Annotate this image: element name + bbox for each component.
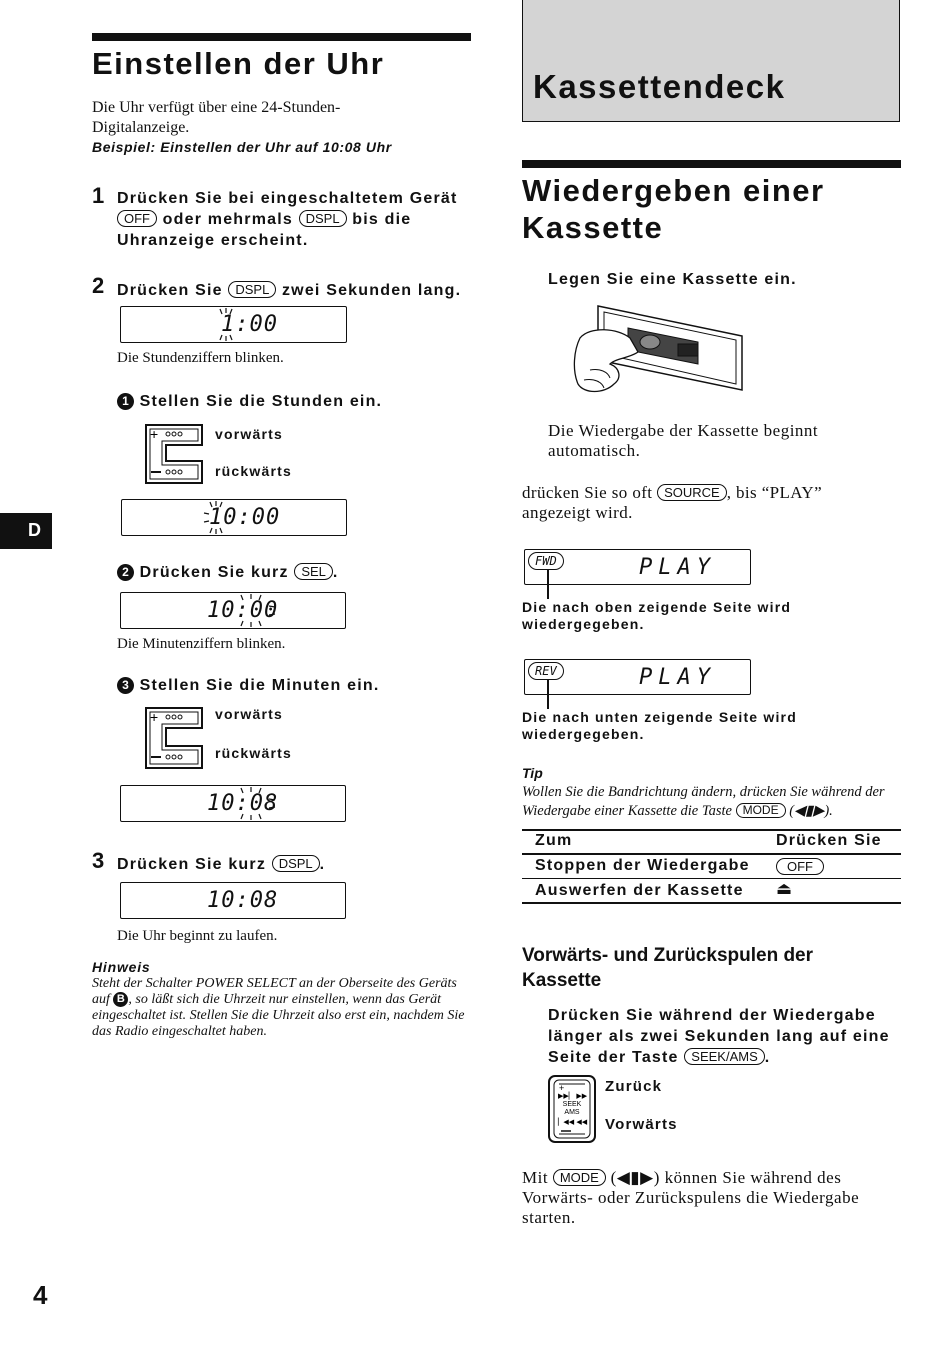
step-text-part: Drücken Sie kurz [117, 856, 267, 873]
lcd-text: PLAY [639, 665, 716, 690]
step-text-part: zwei Sekunden lang. [281, 282, 462, 299]
lcd-display [524, 549, 751, 585]
tip-text-part: (◀▮▶). [789, 803, 833, 819]
seek-label: SEEK [562, 1101, 582, 1108]
table-rule [522, 878, 901, 879]
step-number: 1 [92, 183, 105, 208]
section-header: Kassettendeck [533, 68, 786, 105]
source-instruction [522, 483, 892, 523]
substep-number: 3 [117, 677, 134, 694]
table-row-action: Auswerfen der Kassette [535, 882, 744, 899]
forward-label: vorwärts [215, 426, 283, 442]
step-text-part: oder mehrmals [162, 211, 293, 228]
section-header-box [522, 0, 900, 122]
source-text: , bis “PLAY” angezeigt wird. [522, 483, 823, 522]
fwd-indicator: FWD [528, 552, 564, 570]
table-rule [522, 902, 901, 904]
table-head-key: Drücken Sie [776, 832, 882, 849]
position-b-badge: B [113, 992, 128, 1007]
substep-text [117, 677, 380, 695]
lcd-text: 10:00 [209, 505, 281, 530]
backward-label: rückwärts [215, 463, 292, 479]
substep-label: Drücken Sie kurz [139, 564, 289, 581]
callout-line [547, 569, 549, 599]
side-tab-label: D [28, 520, 41, 540]
off-button[interactable]: OFF [776, 858, 824, 875]
step-text-part: Uhranzeige erscheint. [117, 232, 309, 249]
rocker-switch-icon[interactable] [142, 421, 206, 487]
table-row-key [776, 858, 824, 877]
step-text [117, 855, 325, 874]
lcd-display [524, 659, 751, 695]
note-text [92, 976, 477, 1040]
seek-ams-rocker-icon[interactable] [547, 1074, 597, 1144]
substep-text [117, 393, 382, 411]
lcd-display [120, 306, 347, 343]
tip-text-part: Wollen Sie die Bandrichtung ändern, drücken Sie während der Wiedergabe einer Kassette die Taste [522, 784, 885, 819]
section-title: Wiedergeben einer Kassette [522, 173, 825, 245]
lcd-display [120, 785, 346, 822]
mode-instruction [522, 1168, 897, 1228]
table-row-action: Stoppen der Wiedergabe [535, 857, 750, 874]
forward-label: Vorwärts [605, 1116, 678, 1133]
title-rule [522, 160, 901, 168]
note-text-part: , so läßt sich die Uhrzeit nur einstellen, wenn das Gerät eingeschaltet ist. Stellen Sie die Uhrzeit also erst ein, nachdem Sie das Radio eingeschaltet haben. [92, 992, 465, 1039]
substep-text [117, 563, 339, 582]
lcd-caption: Die Minutenziffern blinken. [117, 636, 286, 652]
lcd-caption: Die Stundenziffern blinken. [117, 350, 284, 366]
back-label: Zurück [605, 1078, 663, 1095]
seek-ams-button[interactable]: SEEK/AMS [684, 1048, 764, 1065]
substep-number: 1 [117, 393, 134, 410]
mode-button[interactable]: MODE [553, 1169, 606, 1186]
fwd-caption: Die nach oben zeigende Seite wird wiedergegeben. [522, 599, 792, 632]
step-text [117, 280, 461, 301]
mode-button[interactable]: MODE [736, 803, 786, 818]
svg-text:+: + [559, 1083, 565, 1093]
dspl-button[interactable]: DSPL [299, 210, 347, 227]
intro-text: Die Uhr verfügt über eine 24-Stunden-Digitalanzeige. [92, 99, 341, 136]
seek-text: . [764, 1049, 771, 1066]
rev-caption: Die nach unten zeigende Seite wird wiedergegeben. [522, 709, 797, 742]
mode-text: Mit [522, 1168, 549, 1187]
table-rule [522, 853, 901, 855]
step-text [117, 188, 477, 251]
step-text-part: Drücken Sie [117, 282, 223, 299]
auto-play-text: Die Wiedergabe der Kassette beginnt automatisch. [548, 421, 819, 460]
substep-label: Stellen Sie die Minuten ein. [139, 677, 380, 694]
source-text: drücken Sie so oft [522, 483, 653, 502]
substep-label: . [332, 564, 339, 581]
tip-title: Tip [522, 765, 543, 781]
table-head-action: Zum [535, 832, 573, 849]
svg-text:+: + [150, 709, 159, 725]
page-number: 4 [33, 1280, 48, 1310]
eject-icon[interactable]: ⏏ [776, 879, 793, 899]
sel-button[interactable]: SEL [294, 563, 333, 580]
side-tab [0, 513, 52, 549]
lcd-display [120, 592, 346, 629]
step-number: 2 [92, 273, 105, 298]
dspl-button[interactable]: DSPL [228, 281, 276, 298]
lcd-caption: Die Uhr beginnt zu laufen. [117, 928, 278, 944]
backward-label: rückwärts [215, 745, 292, 761]
note-title: Hinweis [92, 959, 151, 975]
svg-text:▏◀◀ ◀◀: ▏◀◀ ◀◀ [558, 1118, 588, 1126]
callout-line [547, 679, 549, 709]
seek-text: Drücken Sie während der Wiedergabe länger als zwei Sekunden lang auf eine Seite der Taste [548, 1007, 890, 1066]
tip-text [522, 783, 907, 821]
svg-text:▶▶▏ ▶▶: ▶▶▏ ▶▶ [558, 1092, 588, 1100]
title-rule [92, 33, 471, 41]
lcd-text: 1:00 [221, 312, 278, 337]
substep-number: 2 [117, 564, 134, 581]
lcd-text: 10:08 [207, 888, 279, 913]
source-button[interactable]: SOURCE [657, 484, 727, 501]
lcd-text: 10:08 [207, 791, 279, 816]
dspl-button[interactable]: DSPL [272, 855, 320, 872]
cassette-insert-illustration [570, 298, 750, 408]
note-text-part: Steht der Schalter POWER SELECT an der Oberseite des Geräts auf [92, 976, 457, 1007]
step-text-part: . [319, 856, 326, 873]
svg-text:AMS: AMS [564, 1109, 580, 1116]
lcd-display [120, 882, 346, 919]
step-number: 3 [92, 848, 105, 873]
insert-instruction: Legen Sie eine Kassette ein. [548, 271, 797, 288]
rev-indicator: REV [528, 662, 564, 680]
example-text: Beispiel: Einstellen der Uhr auf 10:08 Uhr [92, 139, 392, 155]
off-button[interactable]: OFF [117, 210, 157, 227]
lcd-text: 10:00 [207, 598, 279, 623]
table-rule [522, 829, 901, 831]
lcd-display [121, 499, 347, 536]
lcd-text: PLAY [639, 555, 716, 580]
rocker-switch-icon[interactable] [142, 704, 206, 772]
substep-label: Stellen Sie die Stunden ein. [139, 393, 383, 410]
step-text-part: bis die [352, 211, 412, 228]
seek-instruction [548, 1005, 900, 1068]
step-text-part: Drücken Sie bei eingeschaltetem Gerät [117, 190, 458, 207]
forward-label: vorwärts [215, 706, 283, 722]
sub-section-title: Vorwärts- und Zurückspulen der Kassette [522, 945, 814, 991]
page-title: Einstellen der Uhr [92, 46, 385, 81]
svg-text:+: + [150, 426, 159, 442]
mode-text: (◀▮▶) können Sie während des Vorwärts- oder Zurückspulens die Wiedergabe starten. [522, 1168, 860, 1227]
